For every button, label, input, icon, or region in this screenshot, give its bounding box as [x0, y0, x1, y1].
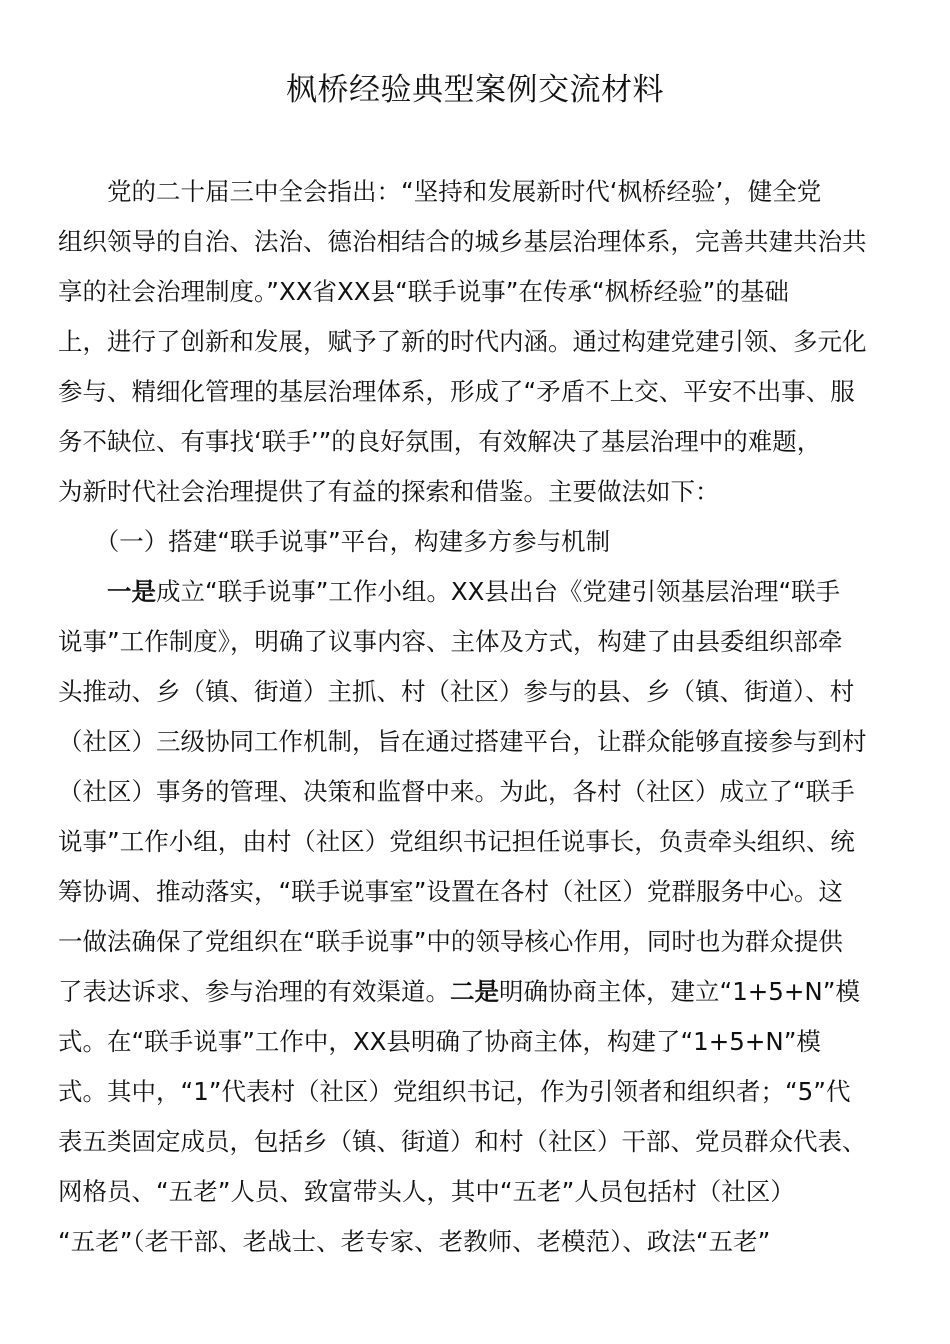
- paragraph-line: 务不缺位、有事找‘联手’”的良好氛围，有效解决了基层治理中的难题，: [58, 427, 822, 456]
- paragraph-line: （社区）三级协同工作机制，旨在通过搭建平台，让群众能够直接参与到村: [58, 727, 867, 756]
- paragraph-text: 了表达诉求、参与治理的有效渠道。: [58, 977, 450, 1006]
- paragraph-line: （社区）事务的管理、决策和监督中来。为此，各村（社区）成立了“联手: [58, 777, 855, 806]
- paragraph-line: 表五类固定成员，包括乡（镇、街道）和村（社区）干部、党员群众代表、: [58, 1127, 867, 1156]
- paragraph-line: 说事”工作小组，由村（社区）党组织书记担任说事长，负责牵头组织、统: [58, 827, 855, 856]
- bold-lead-yishi: 一是: [58, 577, 156, 606]
- paragraph-line: 党的二十届三中全会指出：“坚持和发展新时代‘枫桥经验’，健全党: [58, 177, 822, 206]
- paragraph-line: [58, 972, 898, 1012]
- paragraph-line: 说事”工作制度》，明确了议事内容、主体及方式，构建了由县委组织部牵: [58, 627, 843, 656]
- paragraph-line: [58, 572, 898, 612]
- paragraph-line: 享的社会治理制度。”XX省XX县“联手说事”在传承“枫桥经验”的基础: [58, 277, 789, 306]
- document-title: 枫桥经验典型案例交流材料: [286, 72, 664, 108]
- paragraph-line: 为新时代社会治理提供了有益的探索和借鉴。主要做法如下：: [58, 477, 720, 506]
- paragraph-line: 参与、精细化管理的基层治理体系，形成了“矛盾不上交、平安不出事、服: [58, 377, 855, 406]
- paragraph-text: 明确协商主体，建立“1+5+N”模: [499, 977, 860, 1006]
- paragraph-line: 式。在“联手说事”工作中，XX县明确了协商主体，构建了“1+5+N”模: [58, 1027, 821, 1056]
- bold-lead-ershi: 二是: [450, 977, 499, 1006]
- paragraph-text: 成立“联手说事”工作小组。XX县出台《党建引领基层治理“联手: [156, 577, 841, 606]
- paragraph-line: 上，进行了创新和发展，赋予了新的时代内涵。通过构建党建引领、多元化: [58, 327, 867, 356]
- paragraph-line: 式。其中，“1”代表村（社区）党组织书记，作为引领者和组织者；“5”代: [58, 1077, 851, 1106]
- paragraph-line: 网格员、“五老”人员、致富带头人，其中“五老”人员包括村（社区）: [58, 1177, 795, 1206]
- paragraph-line: 组织领导的自治、法治、德治相结合的城乡基层治理体系，完善共建共治共: [58, 227, 867, 256]
- paragraph-line: “五老”（老干部、老战士、老专家、老教师、老模范）、政法“五老”: [58, 1227, 771, 1256]
- paragraph-line: 筹协调、推动落实，“联手说事室”设置在各村（社区）党群服务中心。这: [58, 877, 843, 906]
- paragraph-line: 一做法确保了党组织在“联手说事”中的领导核心作用，同时也为群众提供: [58, 927, 843, 956]
- section-heading: （一）搭建“联手说事”平台，构建多方参与机制: [58, 527, 611, 556]
- paragraph-line: 头推动、乡（镇、街道）主抓、村（社区）参与的县、乡（镇、街道）、村: [58, 677, 855, 706]
